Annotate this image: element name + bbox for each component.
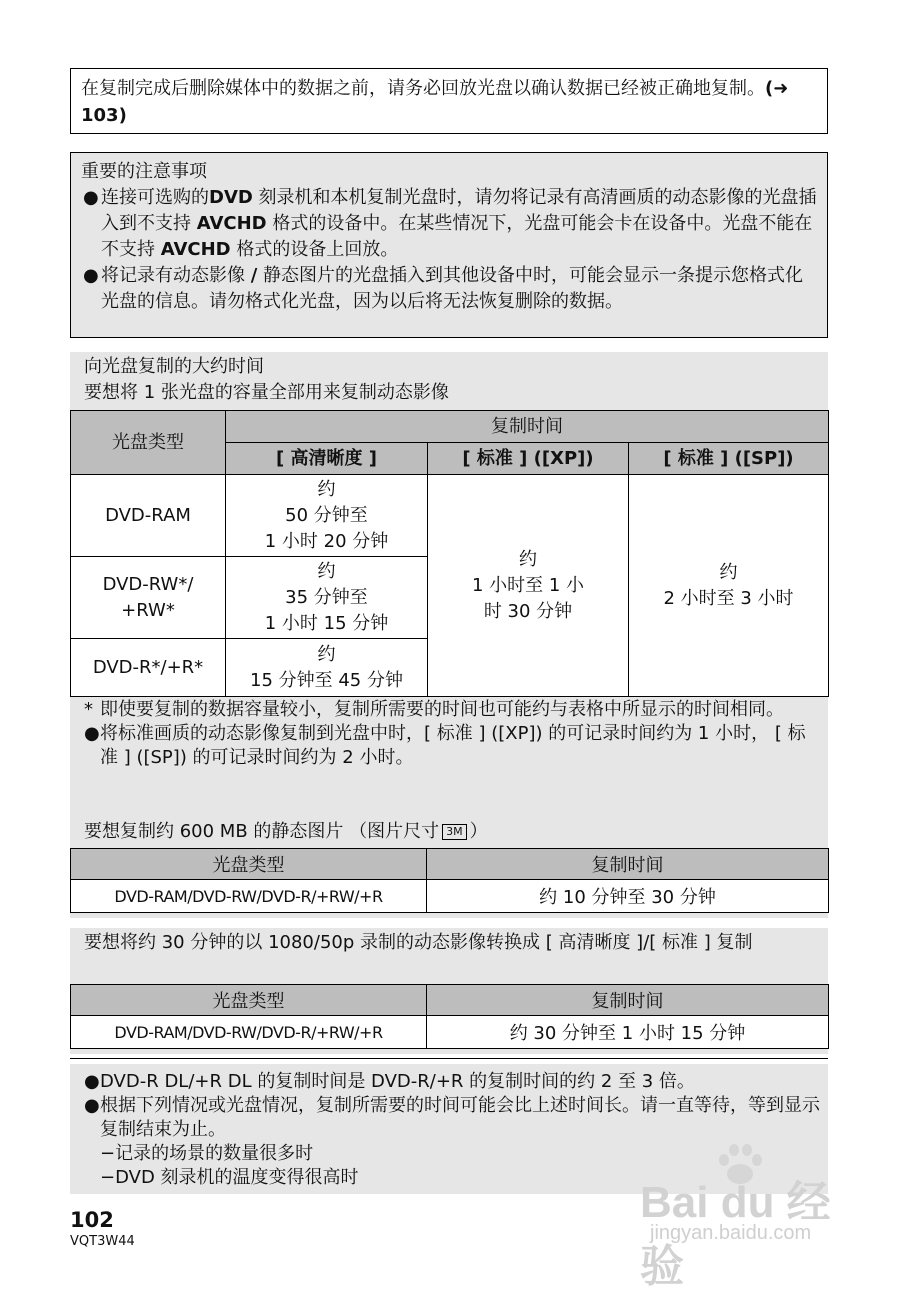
divider: [70, 1058, 828, 1059]
convert-disc: DVD-RAM/DVD-RW/DVD-R/+RW/+R: [71, 1016, 427, 1049]
page-code: VQT3W44: [70, 1234, 135, 1249]
bullet-icon: ●: [84, 1071, 100, 1092]
extra-dash-2: −DVD 刻录机的温度变得很高时: [100, 1167, 359, 1188]
notice-text: 在复制完成后删除媒体中的数据之前，请务必回放光盘以确认数据已经被正确地复制。: [81, 78, 765, 99]
notice-box: [70, 68, 828, 134]
important-bullet-1: ● 连接可选购的DVD 刻录机和本机复制光盘时，请勿将记录有高清画质的动态影像的光盘插入到不支持 AVCHD 格式的设备中。在某些情况下，光盘可能会卡在设备中。光盘不能在不支持 AVCHD 格式的设备上回放。: [83, 187, 817, 260]
header-sp: [ 标准 ] ([SP]): [629, 443, 829, 475]
copy-time-notes: [70, 698, 828, 770]
extra-dash-1: −记录的场景的数量很多时: [100, 1143, 314, 1164]
important-title: 重要的注意事项: [81, 161, 207, 182]
header-disc-type: 光盘类型: [71, 411, 226, 475]
note-bullet: ● 将标准画质的动态影像复制到光盘中时，[ 标准 ] ([XP]) 的可记录时间约为 1 小时， [ 标准 ] ([SP]) 的可记录时间约为 2 小时。: [84, 723, 806, 768]
notice-ref: (➜ 103): [81, 78, 789, 126]
row1-disc: DVD-RAM: [71, 475, 226, 557]
important-notes-box: [70, 152, 828, 338]
extra-bullet-2: ● 根据下列情况或光盘情况，复制所需要的时间可能会比上述时间长。请一直等待，等到显示复制结束为止。: [84, 1095, 820, 1140]
watermark-brand: Bai du 经验: [640, 1178, 831, 1291]
bullet-icon: ●: [83, 265, 99, 286]
convert-table: [70, 984, 829, 1049]
copy-time-table: [70, 410, 829, 697]
sp-time-cell: 约 2 小时至 3 小时: [629, 475, 829, 697]
bullet-icon: ●: [84, 1095, 100, 1116]
copy-time-section: [70, 352, 828, 918]
header-hd: [ 高清晰度 ]: [226, 443, 428, 475]
still-copy-table: [70, 848, 829, 913]
header-xp: [ 标准 ] ([XP]): [428, 443, 629, 475]
watermark-site: jingyan.baidu.com: [650, 1222, 812, 1244]
important-bullet-2: ● 将记录有动态影像 / 静态图片的光盘插入到其他设备中时，可能会显示一条提示您格式化光盘的信息。请勿格式化光盘，因为以后将无法恢复删除的数据。: [83, 265, 804, 312]
row2-hd: 约 35 分钟至 1 小时 15 分钟: [226, 557, 428, 639]
convert-header-time: 复制时间: [427, 985, 829, 1016]
row3-disc: DVD-R*/+R*: [71, 639, 226, 697]
convert-header-disc: 光盘类型: [71, 985, 427, 1016]
note-star: * 即使要复制的数据容量较小，复制所需要的时间也可能约与表格中所显示的时间相同。: [84, 699, 784, 720]
asterisk-icon: *: [84, 699, 93, 720]
still-disc: DVD-RAM/DVD-RW/DVD-R/+RW/+R: [71, 880, 427, 913]
convert-text: 要想将约 30 分钟的以 1080/50p 录制的动态影像转换成 [ 高清晰度 ]/[ 标准 ] 复制: [84, 932, 753, 953]
watermark: [640, 1140, 840, 1291]
row1-hd: 约 50 分钟至 1 小时 20 分钟: [226, 475, 428, 557]
page-number: 102: [70, 1208, 114, 1232]
convert-time: 约 30 分钟至 1 小时 15 分钟: [427, 1016, 829, 1049]
row3-hd: 约 15 分钟至 45 分钟: [226, 639, 428, 697]
still-header-disc: 光盘类型: [71, 849, 427, 880]
extra-bullet-1: ● DVD-R DL/+R DL 的复制时间是 DVD-R/+R 的复制时间的约 2 至 3 倍。: [84, 1071, 695, 1092]
still-picture-line: 要想复制约 600 MB 的静态图片 （图片尺寸 3M ）: [84, 821, 488, 842]
convert-section: [70, 928, 828, 1054]
picture-size-3m-icon: 3M: [442, 824, 467, 840]
copy-time-title: 向光盘复制的大约时间: [84, 356, 264, 377]
row2-disc: DVD-RW*/ +RW*: [71, 557, 226, 639]
bullet-icon: ●: [84, 723, 100, 744]
still-time: 约 10 分钟至 30 分钟: [427, 880, 829, 913]
xp-time-cell: 约 1 小时至 1 小 时 30 分钟: [428, 475, 629, 697]
header-copy-time: 复制时间: [226, 411, 829, 443]
bullet-icon: ●: [83, 187, 99, 208]
still-header-time: 复制时间: [427, 849, 829, 880]
copy-time-subtitle: 要想将 1 张光盘的容量全部用来复制动态影像: [84, 382, 449, 403]
